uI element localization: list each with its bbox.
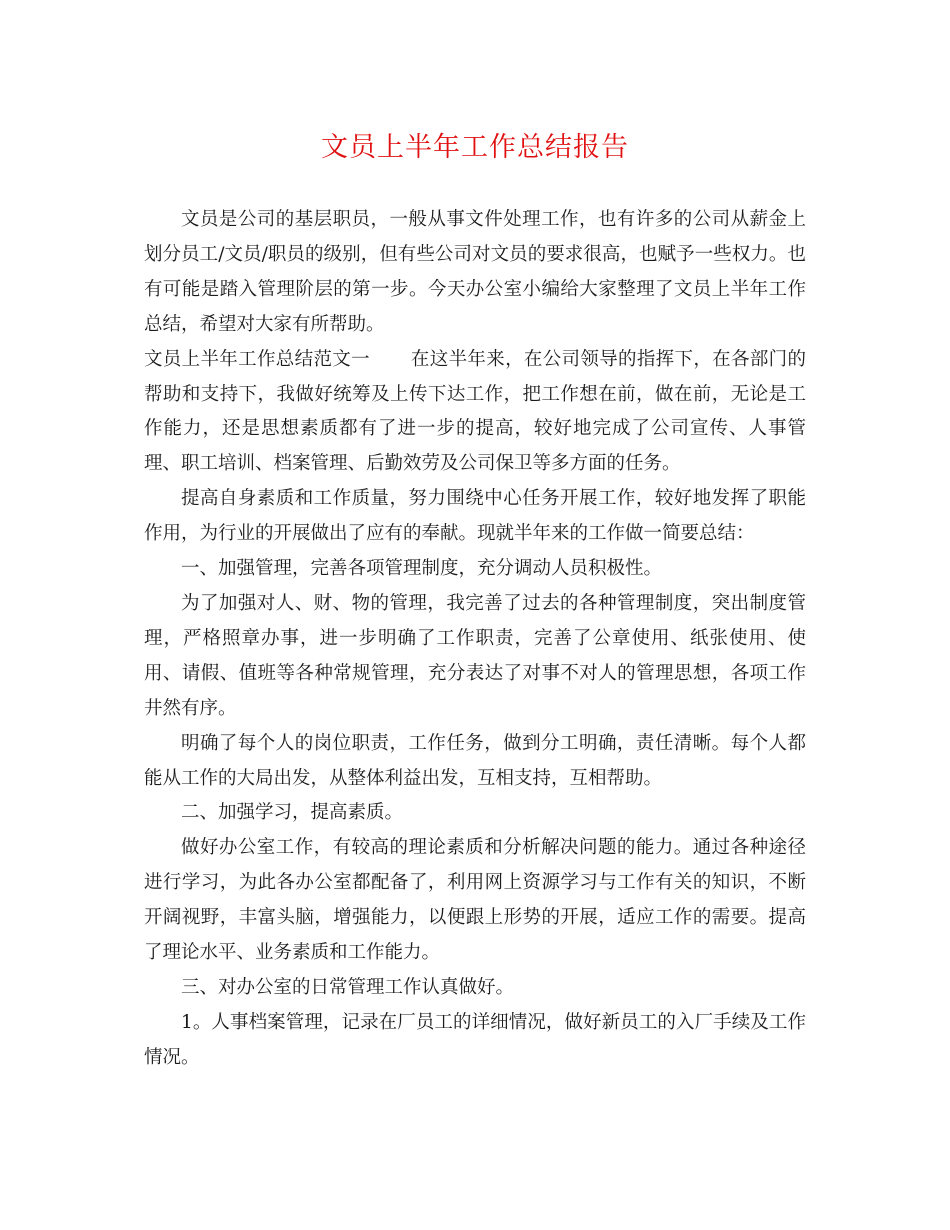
section-heading-daily-management: 三、对办公室的日常管理工作认真做好。 — [181, 976, 515, 998]
paragraph-management: 为了加强对人、财、物的管理，我完善了过去的各种管理制度，突出制度管理，严格照章办事，进一步明确了工作职责，完善了公章使用、纸张使用、使用、请假、值班等各种常规管理，充分表达了对事不对人的管理思想，各项工作井然有序。 — [144, 592, 806, 719]
document-title: 文员上半年工作总结报告 — [321, 132, 629, 163]
sample-text: 在这半年来，在公司领导的指挥下，在各部门的帮助和支持下，我做好统筹及上传下达工作，把工作想在前，做在前，无论是工作能力，还是思想素质都有了进一步的提高，较好地完成了公司宣传、人事管理、职工培训、档案管理、后勤效劳及公司保卫等多方面的任务。 — [144, 348, 806, 475]
paragraph-sample-one — [144, 343, 806, 483]
sample-heading: 文员上半年工作总结范文一 — [144, 348, 370, 370]
section-heading-learning: 二、加强学习，提高素质。 — [181, 802, 404, 824]
paragraph-personnel-files: 1。人事档案管理，记录在厂员工的详细情况，做好新员工的入厂手续及工作情况。 — [144, 1011, 806, 1068]
paragraph-intro: 文员是公司的基层职员，一般从事文件处理工作，也有许多的公司从薪金上划分员工/文员/职员的级别，但有些公司对文员的要求很高，也赋予一些权力。也有可能是踏入管理阶层的第一步。今天办公室小编给大家整理了文员上半年工作总结，希望对大家有所帮助。 — [144, 209, 806, 335]
section-heading-management: 一、加强管理，完善各项管理制度，充分调动人员积极性。 — [181, 558, 663, 580]
paragraph-learning: 做好办公室工作，有较高的理论素质和分析解决问题的能力。通过各种途径进行学习，为此各办公室都配备了，利用网上资源学习与工作有关的知识，不断开阔视野，丰富头脑，增强能力，以便跟上形势的开展，适应工作的需要。提高了理论水平、业务素质和工作能力。 — [144, 837, 806, 964]
document-body — [144, 203, 806, 1076]
paragraph-responsibility: 明确了每个人的岗位职责，工作任务，做到分工明确，责任清晰。每个人都能从工作的大局出发，从整体利益出发，互相支持，互相帮助。 — [144, 732, 806, 789]
paragraph-quality: 提高自身素质和工作质量，努力围绕中心任务开展工作，较好地发挥了职能作用，为行业的开展做出了应有的奉献。现就半年来的工作做一简要总结： — [144, 488, 806, 545]
